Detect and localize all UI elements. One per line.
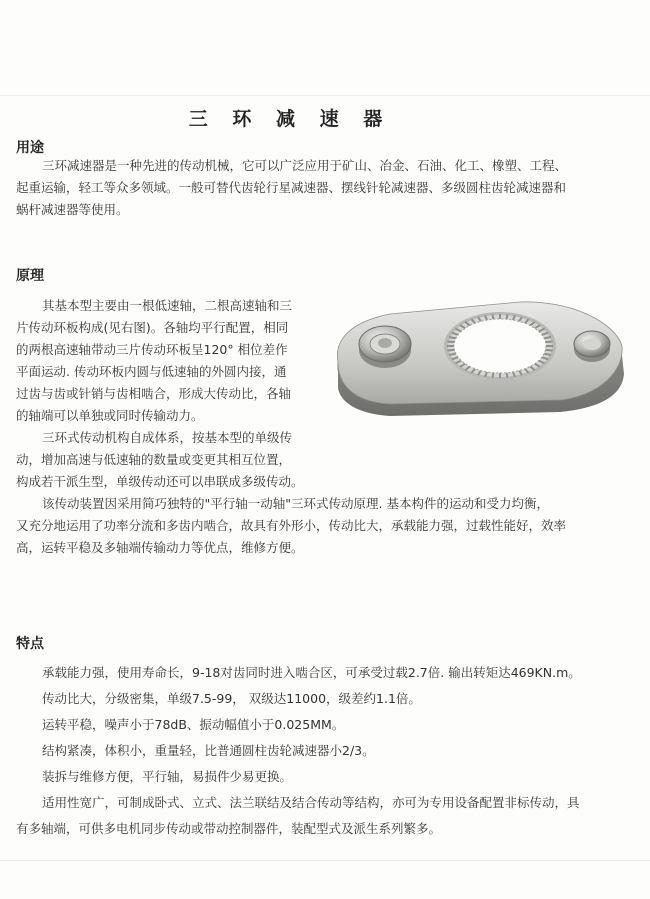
bottom-divider (0, 860, 650, 861)
principle-line: 该传动装置因采用简巧独特的"平行轴一动轴"三环式传动原理. 基本构件的运动和受力均衡， (42, 496, 549, 511)
gear-tooth (449, 337, 456, 338)
principle-line: 平面运动. 传动环板内圆与低速轴的外圆内接，通 (16, 364, 287, 379)
feature-line: 结构紧凑，体积小，重量轻，比普通圆柱齿轮减速器小2/3。 (42, 743, 375, 758)
principle-paragraph-a (16, 295, 336, 493)
usage-line: 三环减速器是一种先进的传动机械，它可以广泛应用于矿山、冶金、石油、化工、橡塑、工程、 (42, 158, 568, 173)
gear-tooth (448, 350, 455, 351)
principle-paragraph-b (16, 493, 636, 559)
feature-line: 承载能力强，使用寿命长，9-18对齿同时进入啮合区，可承受过载2.7倍. 输出转矩达469KN.m。 (42, 665, 581, 680)
feature-line: 运转平稳，噪声小于78dB、振动幅值小于0.025MM。 (42, 717, 345, 732)
principle-line: 过齿与齿或针销与齿相啮合，形成大传动比，各轴 (16, 386, 292, 401)
right-bearing (574, 331, 610, 362)
usage-heading: 用途 (16, 140, 44, 156)
gear-tooth (507, 373, 508, 378)
principle-line: 的两根高速轴带动三片传动环板呈120° 相位差作 (16, 342, 288, 357)
gear-tooth (492, 314, 493, 319)
principle-line: 构成若干派生型，单级传动还可以串联成多级传动。 (16, 474, 304, 489)
feature-line: 适用性宽广，可制成卧式、立式、法兰联结及结合传动等结构，亦可为专用设备配置非标传动，具 (42, 795, 580, 810)
gear-tooth (507, 314, 508, 319)
features-heading: 特点 (16, 636, 44, 652)
gear-tooth (449, 354, 456, 355)
feature-line: 有多轴端，可供多电机同步传动或带动控制器件，装配型式及派生系列繁多。 (16, 821, 442, 836)
gear-tooth (546, 350, 553, 351)
top-divider (0, 95, 650, 96)
page-title: 三 环 减 速 器 (188, 108, 392, 130)
usage-line: 起重运输，轻工等众多领域。一般可替代齿轮行星减速器、摆线针轮减速器、多级圆柱齿轮减速器和 (16, 180, 567, 195)
principle-line: 三环式传动机构自成体系，按基本型的单级传 (42, 430, 293, 445)
internal-gear-ring (444, 312, 556, 380)
usage-line: 蜗杆减速器等使用。 (16, 202, 129, 217)
features-paragraph (16, 660, 641, 842)
gear-tooth (546, 341, 553, 342)
principle-line: 其基本型主要由一根低速轴，二根高速轴和三 (42, 298, 293, 313)
principle-heading: 原理 (16, 268, 44, 284)
feature-line: 装拆与维修方便，平行轴，易损件少易更换。 (42, 769, 293, 784)
usage-paragraph (16, 155, 636, 221)
principle-line: 动，增加高速与低速轴的数量或变更其相互位置， (16, 452, 292, 467)
gear-tooth (544, 337, 551, 338)
transmission-ring-plate-image (330, 300, 630, 420)
principle-line: 片传动环板构成(见右图)。各轴均平行配置，相同 (16, 320, 289, 335)
principle-line: 的轴端可以单独或同时传输动力。 (16, 408, 204, 423)
gear-tooth (492, 373, 493, 378)
feature-line: 传动比大，分级密集，单级7.5-99， 双级达11000，级差约1.1倍。 (42, 691, 421, 706)
gear-tooth (448, 341, 455, 342)
left-bearing (359, 326, 411, 368)
principle-line: 又充分地运用了功率分流和多齿内啮合，故具有外形小，传动比大，承载能力强，过载性能好，效率 (16, 518, 567, 533)
gear-tooth (544, 354, 551, 355)
principle-line: 高，运转平稳及多轴端传输动力等优点，维修方便。 (16, 540, 304, 555)
